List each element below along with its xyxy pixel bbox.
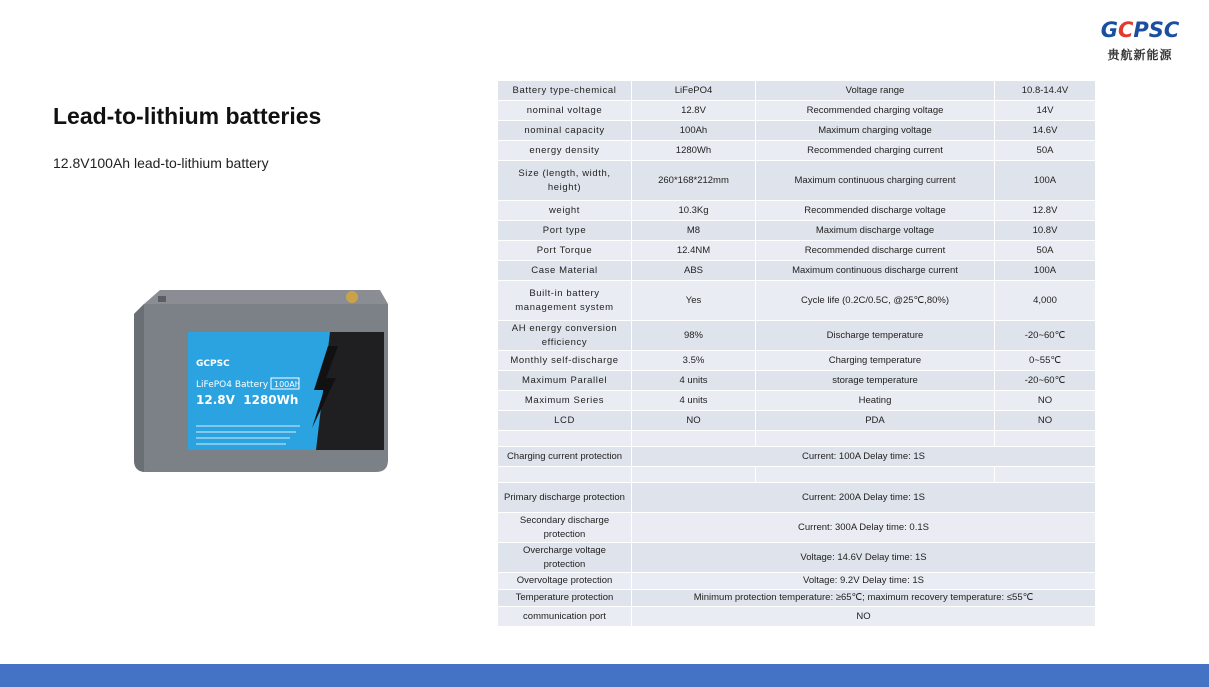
spec-cell: Current: 200A Delay time: 1S	[632, 483, 1096, 513]
spacer-cell	[995, 467, 1096, 483]
spec-cell: Discharge temperature	[756, 321, 995, 351]
spec-cell: Size (length, width, height)	[498, 161, 632, 201]
spec-cell: 98%	[632, 321, 756, 351]
spacer-cell	[756, 467, 995, 483]
spec-cell: Voltage range	[756, 81, 995, 101]
spec-cell: Recommended charging current	[756, 141, 995, 161]
spec-row	[498, 161, 1096, 201]
spec-table	[497, 80, 1096, 627]
spec-table-body	[498, 81, 1096, 627]
spec-cell: nominal capacity	[498, 121, 632, 141]
logo-mark-prefix: G	[1100, 18, 1118, 42]
spec-cell: Recommended charging voltage	[756, 101, 995, 121]
spec-cell: 1280Wh	[632, 141, 756, 161]
protection-row	[498, 590, 1096, 607]
protection-row	[498, 447, 1096, 467]
spec-cell: 12.4NM	[632, 241, 756, 261]
spec-cell: Heating	[756, 391, 995, 411]
spec-cell: Current: 300A Delay time: 0.1S	[632, 513, 1096, 543]
logo-mark-accent: C	[1117, 18, 1134, 42]
spec-row	[498, 261, 1096, 281]
spacer-cell	[498, 467, 632, 483]
spec-cell: Case Material	[498, 261, 632, 281]
spacer-cell	[498, 431, 632, 447]
spec-cell: M8	[632, 221, 756, 241]
spec-row	[498, 81, 1096, 101]
battery-image	[130, 286, 392, 476]
spec-cell: PDA	[756, 411, 995, 431]
spec-cell: 100A	[995, 161, 1096, 201]
spacer-cell	[995, 431, 1096, 447]
spec-row	[498, 371, 1096, 391]
spec-cell: Built-in battery management system	[498, 281, 632, 321]
spacer-row	[498, 431, 1096, 447]
spec-cell: 260*168*212mm	[632, 161, 756, 201]
spec-cell: Secondary discharge protection	[498, 513, 632, 543]
spec-cell: 0~55℃	[995, 351, 1096, 371]
spec-cell: Primary discharge protection	[498, 483, 632, 513]
spec-cell: 12.8V	[632, 101, 756, 121]
spec-cell: Charging current protection	[498, 447, 632, 467]
spec-cell: nominal voltage	[498, 101, 632, 121]
logo-mark-suffix: PSC	[1133, 18, 1180, 42]
spec-cell: 100Ah	[632, 121, 756, 141]
spec-cell: 10.3Kg	[632, 201, 756, 221]
spec-cell: Recommended discharge voltage	[756, 201, 995, 221]
spec-cell: LiFePO4	[632, 81, 756, 101]
spec-cell: Monthly self-discharge	[498, 351, 632, 371]
spec-cell: Voltage: 14.6V Delay time: 1S	[632, 543, 1096, 573]
spec-cell: ABS	[632, 261, 756, 281]
spec-cell: weight	[498, 201, 632, 221]
spec-cell: storage temperature	[756, 371, 995, 391]
page-title: Lead-to-lithium batteries	[53, 103, 322, 129]
spec-row	[498, 281, 1096, 321]
spec-cell: Maximum Series	[498, 391, 632, 411]
spec-row	[498, 141, 1096, 161]
spec-cell: Maximum Parallel	[498, 371, 632, 391]
spec-cell: Port type	[498, 221, 632, 241]
spec-cell: NO	[995, 391, 1096, 411]
spec-row	[498, 201, 1096, 221]
company-logo	[1094, 16, 1186, 66]
spec-cell: 14V	[995, 101, 1096, 121]
spec-cell: Recommended discharge current	[756, 241, 995, 261]
spec-cell: AH energy conversion efficiency	[498, 321, 632, 351]
spec-cell: 10.8-14.4V	[995, 81, 1096, 101]
capacity-badge: 100Ah	[274, 380, 300, 389]
spacer-cell	[632, 467, 756, 483]
spec-cell: Maximum charging voltage	[756, 121, 995, 141]
spec-cell: NO	[995, 411, 1096, 431]
spacer-cell	[632, 431, 756, 447]
spec-cell: LCD	[498, 411, 632, 431]
spec-cell: 4,000	[995, 281, 1096, 321]
terminal-left	[158, 296, 166, 302]
spec-row	[498, 351, 1096, 371]
spec-cell: NO	[632, 607, 1096, 627]
spec-row	[498, 241, 1096, 261]
battery-spec: 12.8V 1280Wh	[196, 393, 299, 407]
spec-row	[498, 121, 1096, 141]
spec-cell: Maximum continuous charging current	[756, 161, 995, 201]
spec-cell: -20~60℃	[995, 321, 1096, 351]
spec-cell: Maximum discharge voltage	[756, 221, 995, 241]
footer-bar	[0, 664, 1209, 687]
protection-row	[498, 483, 1096, 513]
spec-cell: Maximum continuous discharge current	[756, 261, 995, 281]
spec-cell: NO	[632, 411, 756, 431]
spec-cell: Charging temperature	[756, 351, 995, 371]
spec-cell: Cycle life (0.2C/0.5C, @25℃,80%)	[756, 281, 995, 321]
spec-cell: -20~60℃	[995, 371, 1096, 391]
protection-row	[498, 543, 1096, 573]
battery-brand: GCPSC	[196, 359, 230, 369]
spec-cell: Battery type-chemical	[498, 81, 632, 101]
spec-cell: Overcharge voltage protection	[498, 543, 632, 573]
spec-cell: Current: 100A Delay time: 1S	[632, 447, 1096, 467]
page-subtitle: 12.8V100Ah lead-to-lithium battery	[53, 155, 269, 171]
spec-cell: 3.5%	[632, 351, 756, 371]
spec-row	[498, 411, 1096, 431]
terminal-right	[346, 291, 358, 303]
protection-row	[498, 573, 1096, 590]
spec-cell: Port Torque	[498, 241, 632, 261]
spec-cell: 4 units	[632, 391, 756, 411]
logo-mark	[1094, 16, 1186, 44]
spec-cell: 4 units	[632, 371, 756, 391]
spec-cell: communication port	[498, 607, 632, 627]
spec-cell: 50A	[995, 241, 1096, 261]
spec-cell: Minimum protection temperature: ≥65℃; maximum recovery temperature: ≤55℃	[632, 590, 1096, 607]
spec-row	[498, 321, 1096, 351]
spec-row	[498, 391, 1096, 411]
protection-row	[498, 607, 1096, 627]
spec-cell: Voltage: 9.2V Delay time: 1S	[632, 573, 1096, 590]
logo-subtitle: 贵航新能源	[1107, 48, 1173, 62]
spec-cell: energy density	[498, 141, 632, 161]
spec-cell: 50A	[995, 141, 1096, 161]
spec-cell: Yes	[632, 281, 756, 321]
spacer-row	[498, 467, 1096, 483]
spec-row	[498, 221, 1096, 241]
spec-cell: 12.8V	[995, 201, 1096, 221]
spec-cell: Temperature protection	[498, 590, 632, 607]
spec-row	[498, 101, 1096, 121]
spacer-cell	[756, 431, 995, 447]
spec-cell: 10.8V	[995, 221, 1096, 241]
battery-model: LiFePO4 Battery	[196, 380, 269, 390]
spec-cell: 14.6V	[995, 121, 1096, 141]
protection-row	[498, 513, 1096, 543]
spec-cell: 100A	[995, 261, 1096, 281]
spec-cell: Overvoltage protection	[498, 573, 632, 590]
